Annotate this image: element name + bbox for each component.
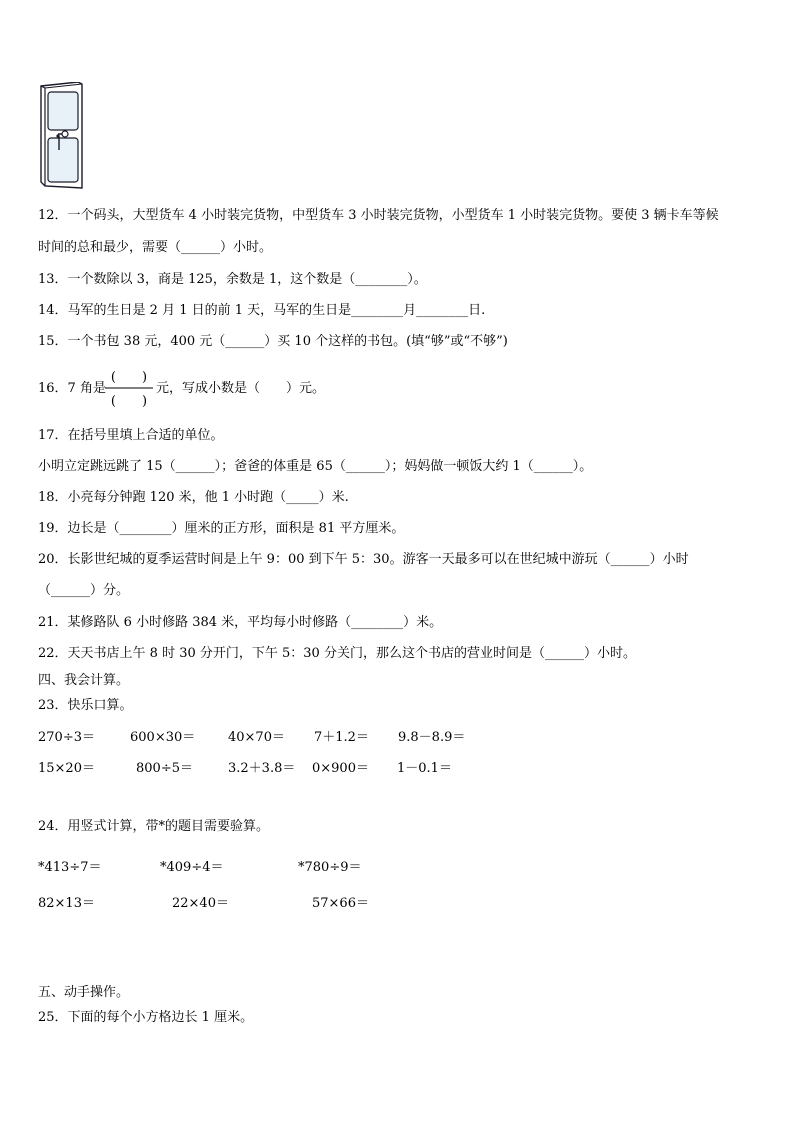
vertical-calc-1-3: *780÷9＝ [298, 860, 362, 875]
vertical-calc-2-2: 22×40＝ [172, 896, 229, 911]
section-4-heading: 四、我会计算。 [38, 673, 130, 688]
vertical-calc-2-3: 57×66＝ [312, 896, 369, 911]
question-16-prefix: 16．7 角是 [38, 381, 106, 396]
question-14: 14．马军的生日是 2 月 1 日的前 1 天，马军的生日是________月________日. [38, 303, 486, 318]
oral-calc-1-3: 40×70＝ [228, 730, 285, 745]
question-25: 25．下面的每个小方格边长 1 厘米。 [38, 1010, 254, 1025]
question-12-line2: 时间的总和最少，需要（______）小时。 [38, 240, 273, 255]
fraction-denominator: ( ) [110, 394, 148, 409]
oral-calc-1-4: 7＋1.2＝ [314, 730, 369, 745]
fraction-blank [103, 365, 155, 411]
question-19: 19．边长是（________）厘米的正方形，面积是 81 平方厘米。 [38, 521, 405, 536]
oral-calc-2-3: 3.2＋3.8＝ [228, 761, 296, 776]
vertical-calc-1-1: *413÷7＝ [38, 860, 102, 875]
oral-calc-2-2: 800÷5＝ [136, 761, 193, 776]
question-20-line1: 20．长影世纪城的夏季运营时间是上午 9：00 到下午 5：30。游客一天最多可以在世纪城中游玩（______）小时 [38, 552, 689, 567]
oral-calc-2-4: 0×900＝ [312, 761, 369, 776]
vertical-calc-1-2: *409÷4＝ [160, 860, 224, 875]
oral-calc-1-1: 270÷3＝ [38, 730, 95, 745]
question-12-line1: 12．一个码头，大型货车 4 小时装完货物，中型货车 3 小时装完货物，小型货车 1 小时装完货物。要使 3 辆卡车等候 [38, 208, 719, 223]
question-13: 13．一个数除以 3，商是 125，余数是 1，这个数是（________）。 [38, 272, 427, 287]
vertical-calc-2-1: 82×13＝ [38, 896, 95, 911]
oral-calc-1-5: 9.8－8.9＝ [398, 730, 466, 745]
oral-calc-1-2: 600×30＝ [130, 730, 196, 745]
question-22: 22．天天书店上午 8 时 30 分开门，下午 5：30 分关门，那么这个书店的营业时间是（______）小时。 [38, 646, 636, 661]
section-5-heading: 五、动手操作。 [38, 985, 130, 1000]
question-15: 15．一个书包 38 元，400 元（______）买 10 个这样的书包。(填“够”或“不够”) [38, 334, 508, 349]
question-20-line2: （______）分。 [38, 583, 130, 598]
oral-calc-2-5: 1－0.1＝ [397, 761, 452, 776]
oral-calc-2-1: 15×20＝ [38, 761, 95, 776]
fraction-numerator: ( ) [110, 370, 148, 385]
question-16-suffix: 元，写成小数是（ ）元。 [156, 381, 326, 396]
question-18: 18．小亮每分钟跑 120 米，他 1 小时跑（_____）米. [38, 490, 349, 505]
door-illustration [38, 82, 84, 190]
question-21: 21．某修路队 6 小时修路 384 米，平均每小时修路（________）米。 [38, 615, 443, 630]
question-23: 23．快乐口算。 [38, 698, 133, 713]
question-17-line2: 小明立定跳远跳了 15（______）；爸爸的体重是 65（______）；妈妈做一顿饭大约 1（______）。 [38, 459, 593, 474]
question-24: 24．用竖式计算，带*的题目需要验算。 [38, 819, 270, 834]
question-17-line1: 17．在括号里填上合适的单位。 [38, 428, 224, 443]
